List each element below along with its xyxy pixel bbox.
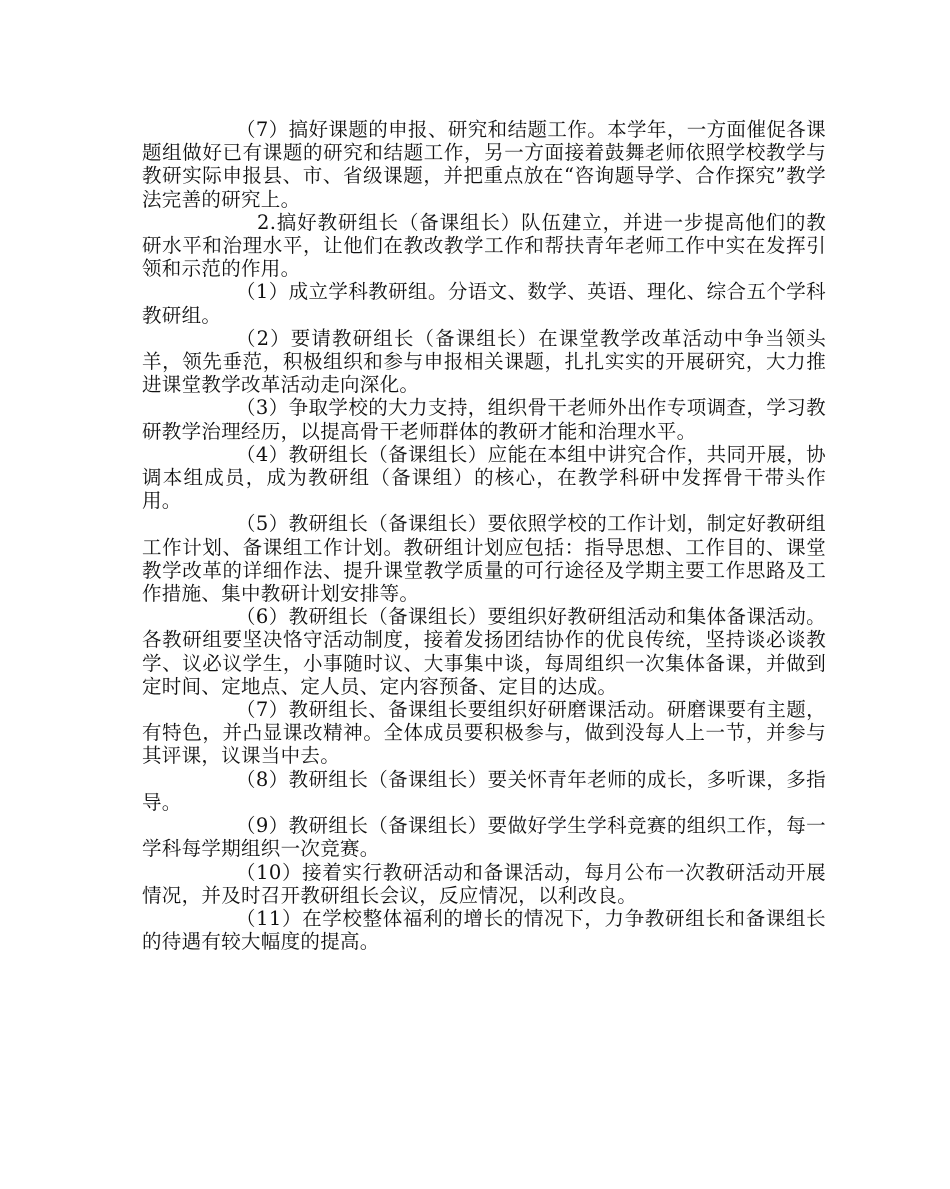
paragraph-item-9: （9）教研组长（备课组长）要做好学生学科竞赛的组织工作，每一学科每学期组织一次竞赛。 [142, 814, 826, 861]
paragraph-research-projects: （7）搞好课题的申报、研究和结题工作。本学年，一方面催促各课题组做好已有课题的研究和结题工作，另一方面接着鼓舞老师依照学校教学与教研实际申报县、市、省级课题，并把重点放在“咨询题导学、合作探究”教学法完善的研究上。 [142, 118, 826, 211]
paragraph-item-8: （8）教研组长（备课组长）要关怀青年老师的成长，多听课，多指导。 [142, 767, 826, 814]
paragraph-item-1: （1）成立学科教研组。分语文、数学、英语、理化、综合五个学科教研组。 [142, 280, 826, 327]
paragraph-section-2-heading: 2.搞好教研组长（备课组长）队伍建立，并进一步提高他们的教研水平和治理水平，让他们在教改教学工作和帮扶青年老师工作中实在发挥引领和示范的作用。 [142, 210, 826, 281]
paragraph-item-11: （11）在学校整体福利的增长的情况下，力争教研组长和备课组长的待遇有较大幅度的提高。 [142, 906, 826, 954]
paragraph-item-6: （6）教研组长（备课组长）要组织好教研组活动和集体备课活动。各教研组要坚决恪守活动制度，接着发扬团结协作的优良传统，坚持谈必谈教学、议必议学生，小事随时议、大事集中谈，每周组织一次集体备课，并做到定时间、定地点、定人员、定内容预备、定目的达成。 [142, 605, 826, 698]
paragraph-item-10: （10）接着实行教研活动和备课活动，每月公布一次教研活动开展情况，并及时召开教研组长会议，反应情况，以利改良。 [142, 860, 826, 907]
paragraph-item-7: （7）教研组长、备课组长要组织好研磨课活动。研磨课要有主题，有特色，并凸显课改精神。全体成员要积极参与，做到没每人上一节，并参与其评课，议课当中去。 [142, 698, 826, 768]
paragraph-item-5: （5）教研组长（备课组长）要依照学校的工作计划，制定好教研组工作计划、备课组工作计划。教研组计划应包括：指导思想、工作目的、课堂教学改革的详细作法、提升课堂教学质量的可行途径及学期主要工作思路及工作措施、集中教研计划安排等。 [142, 512, 826, 606]
paragraph-item-4: （4）教研组长（备课组长）应能在本组中讲究合作，共同开展，协调本组成员，成为教研组（备课组）的核心，在教学科研中发挥骨干带头作用。 [142, 442, 826, 513]
paragraph-item-2: （2）要请教研组长（备课组长）在课堂教学改革活动中争当领头羊，领先垂范，积极组织和参与申报相关课题，扎扎实实的开展研究，大力推进课堂教学改革活动走向深化。 [142, 326, 826, 397]
paragraph-item-3: （3）争取学校的大力支持，组织骨干老师外出作专项调查，学习教研教学治理经历，以提高骨干老师群体的教研才能和治理水平。 [142, 396, 826, 443]
document-body [142, 118, 826, 953]
